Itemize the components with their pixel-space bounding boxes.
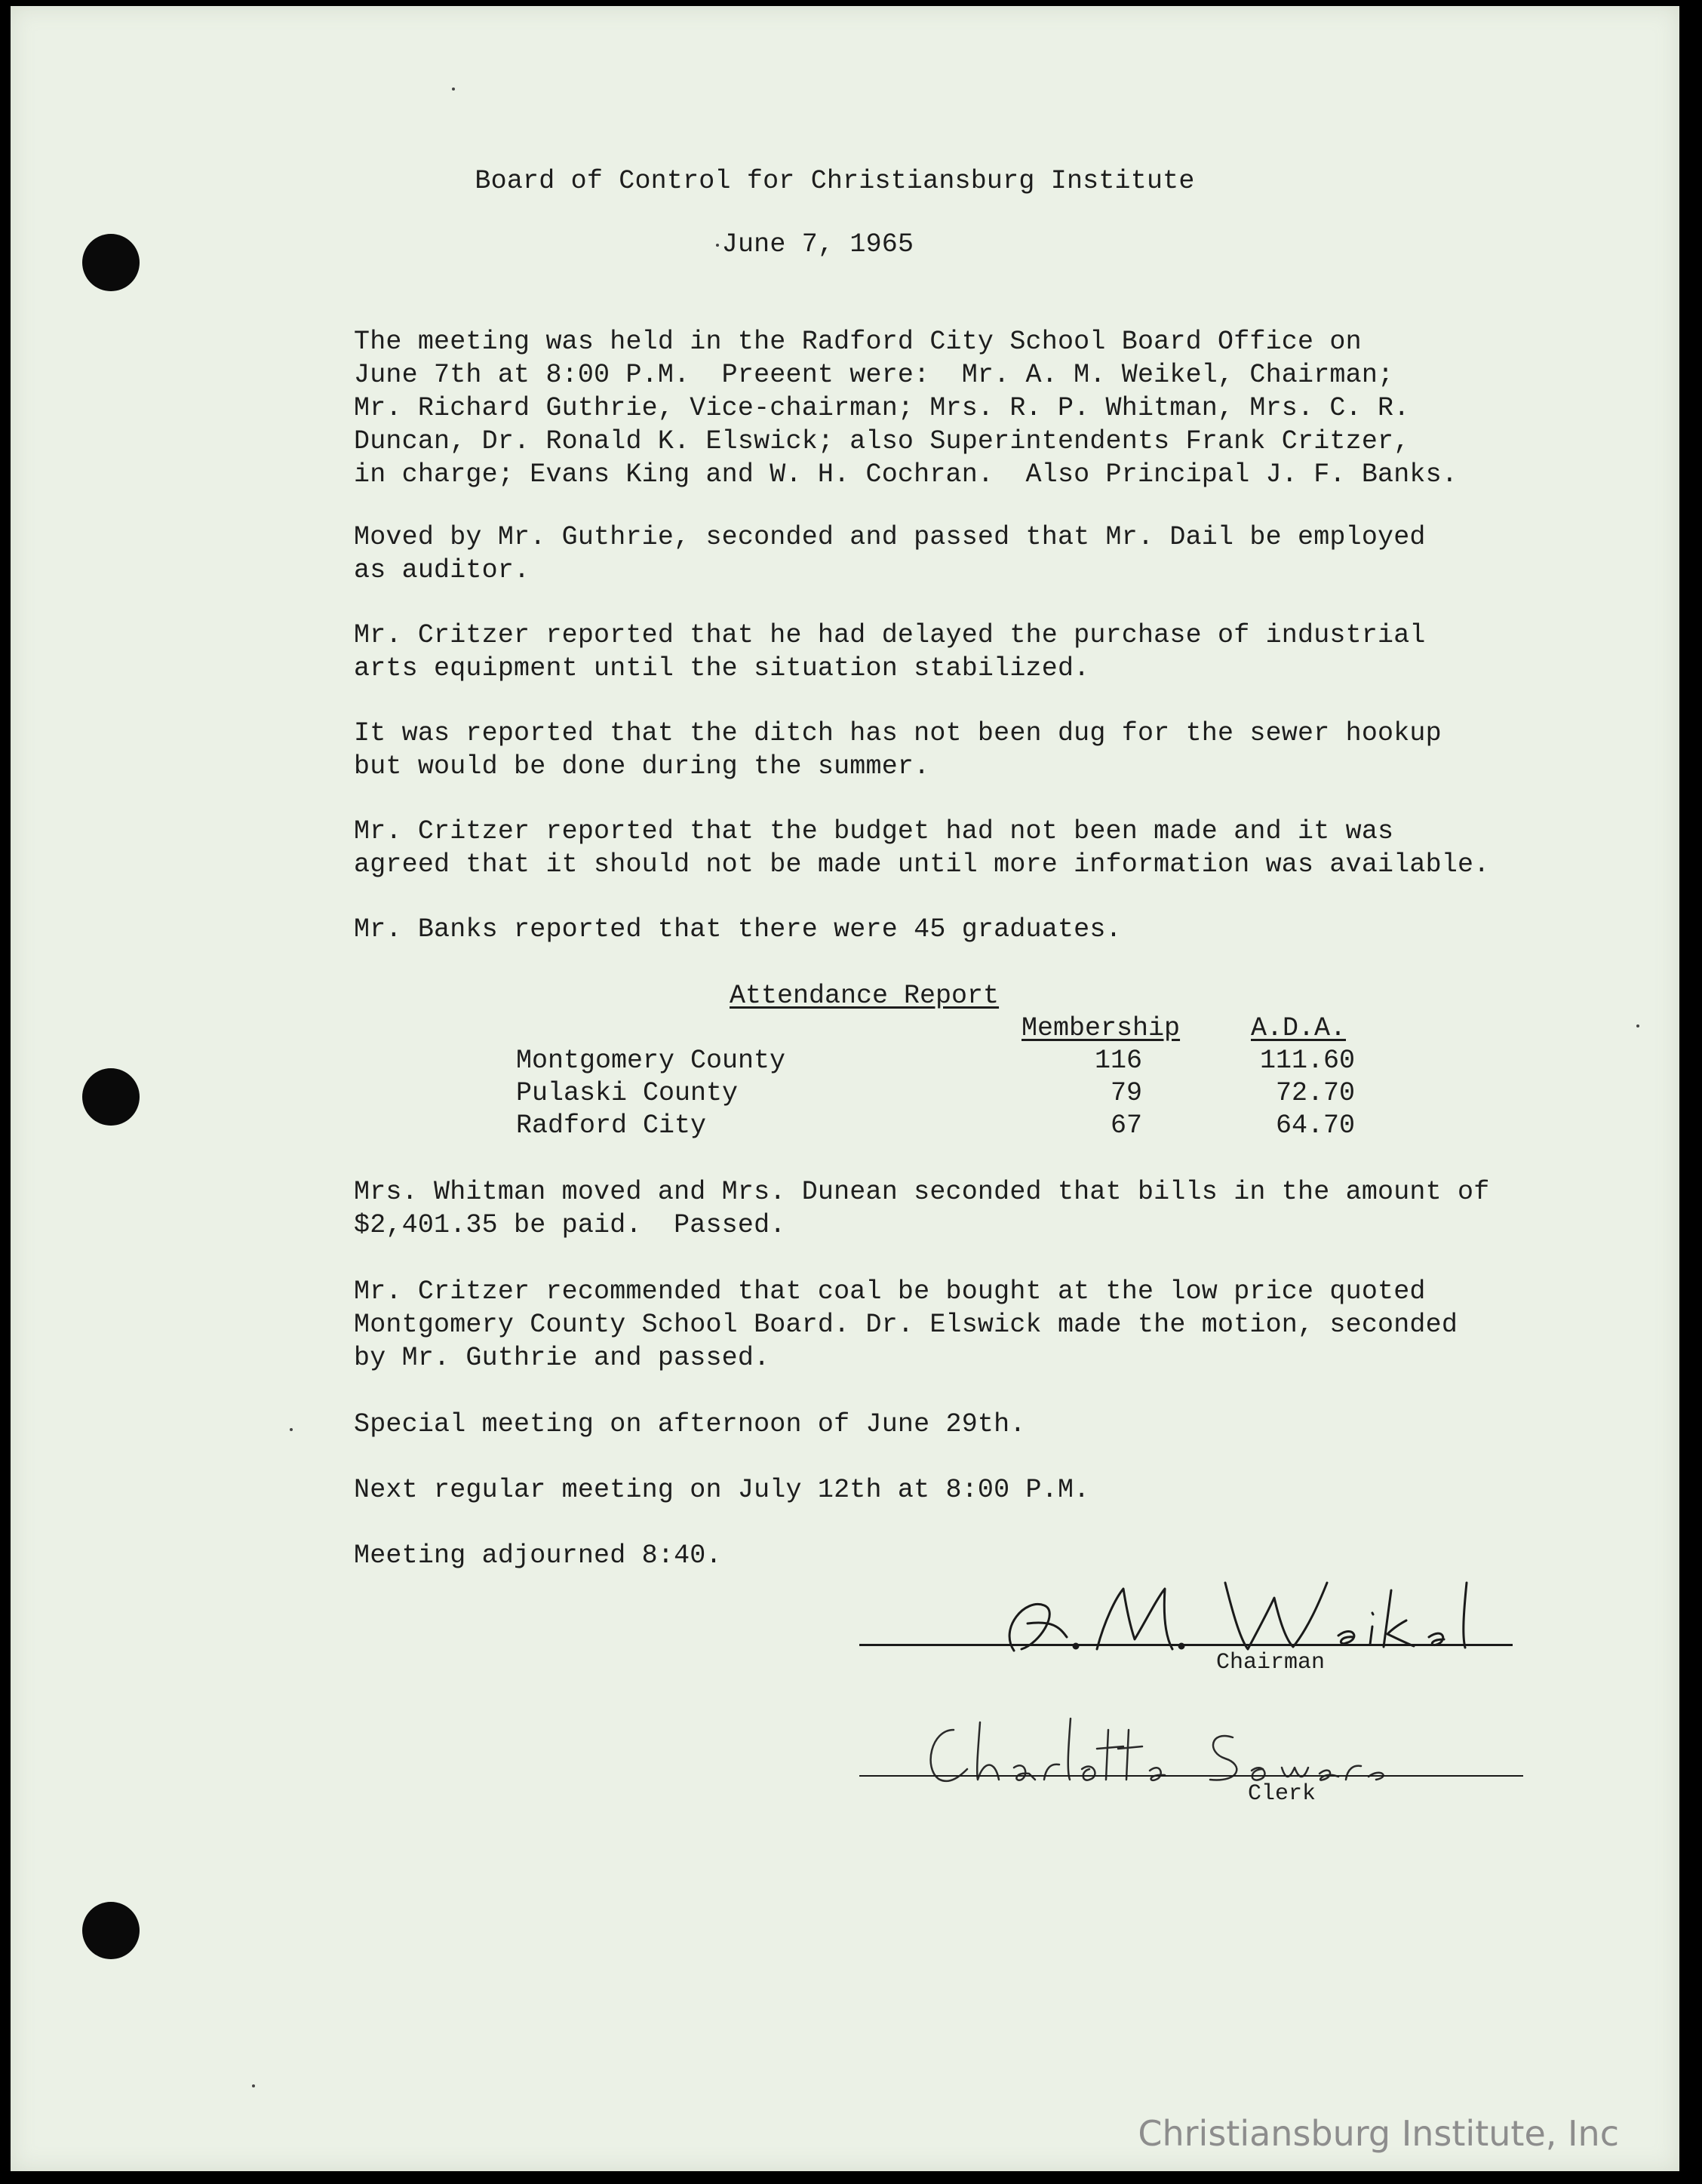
table-row [11, 1109, 1679, 1142]
paragraph-auditor: Moved by Mr. Guthrie, seconded and passed that Mr. Dail be employed as auditor. [354, 522, 1426, 585]
table-row [11, 1044, 1679, 1077]
row-county-name: Montgomery County [516, 1046, 786, 1076]
table-row [11, 1077, 1679, 1110]
document-date: June 7, 1965 [721, 229, 914, 260]
row-ada: 64.70 [1275, 1110, 1355, 1141]
paragraph-graduates: Mr. Banks reported that there were 45 graduates. [354, 914, 1122, 945]
paragraph-attendees: The meeting was held in the Radford City School Board Office on June 7th at 8:00 P.M. Preeent were: Mr. A. M. Weikel, Chairman; Mr. Richard Guthrie, Vice-chairman; Mrs. R. P. Whitman, Mrs. C. R. Duncan, Dr. Ronald K. Elswick; also Superintendents Frank Critzer, in charge; Evans King and W. H. Cochran. Also Principal J. F. Banks. [354, 327, 1458, 490]
clerk-signature [908, 1707, 1535, 1798]
column-header-ada: A.D.A. [1250, 1013, 1347, 1043]
watermark-text: Christiansburg Institute, Inc [1138, 2113, 1619, 2154]
paper-speck [452, 88, 455, 91]
paragraph-sewer: It was reported that the ditch has not been dug for the sewer hookup but would be done during the summer. [354, 718, 1442, 782]
row-membership: 116 [1094, 1046, 1142, 1076]
paragraph-next-meeting: Next regular meeting on July 12th at 8:00 P.M. [354, 1475, 1090, 1505]
row-county-name: Pulaski County [516, 1078, 739, 1108]
paragraph-special-meeting: Special meeting on afternoon of June 29th. [354, 1409, 1026, 1439]
attendance-table [11, 979, 1679, 1153]
row-membership: 67 [1110, 1110, 1142, 1141]
clerk-signature-line [859, 1775, 1523, 1777]
row-county-name: Radford City [516, 1110, 707, 1141]
chairman-label: Chairman [1216, 1650, 1326, 1676]
row-ada: 111.60 [1259, 1046, 1355, 1076]
paragraph-bills: Mrs. Whitman moved and Mrs. Dunean seconded that bills in the amount of $2,401.35 be paid. Passed. [354, 1177, 1490, 1240]
paragraph-adjourned: Meeting adjourned 8:40. [354, 1540, 722, 1571]
paper-speck [290, 1428, 293, 1431]
clerk-label: Clerk [1248, 1781, 1316, 1807]
paragraph-industrial-arts: Mr. Critzer reported that he had delayed the purchase of industrial arts equipment until the situation stabilized. [354, 620, 1426, 683]
row-membership: 79 [1110, 1078, 1142, 1108]
attendance-table-title: Attendance Report [730, 981, 1000, 1011]
row-ada: 72.70 [1275, 1078, 1355, 1108]
chairman-signature-line [859, 1644, 1513, 1646]
column-header-membership: Membership [1022, 1013, 1181, 1043]
punch-hole [82, 1902, 140, 1959]
paper-speck [252, 2084, 255, 2087]
paragraph-coal: Mr. Critzer recommended that coal be bought at the low price quoted Montgomery County School Board. Dr. Elswick made the motion, seconded by Mr. Guthrie and passed. [354, 1276, 1458, 1373]
document-title: Board of Control for Christiansburg Institute [475, 166, 1195, 196]
document-page [11, 6, 1679, 2171]
paragraph-budget: Mr. Critzer reported that the budget had not been made and it was agreed that it should not be made until more information was available. [354, 816, 1490, 880]
